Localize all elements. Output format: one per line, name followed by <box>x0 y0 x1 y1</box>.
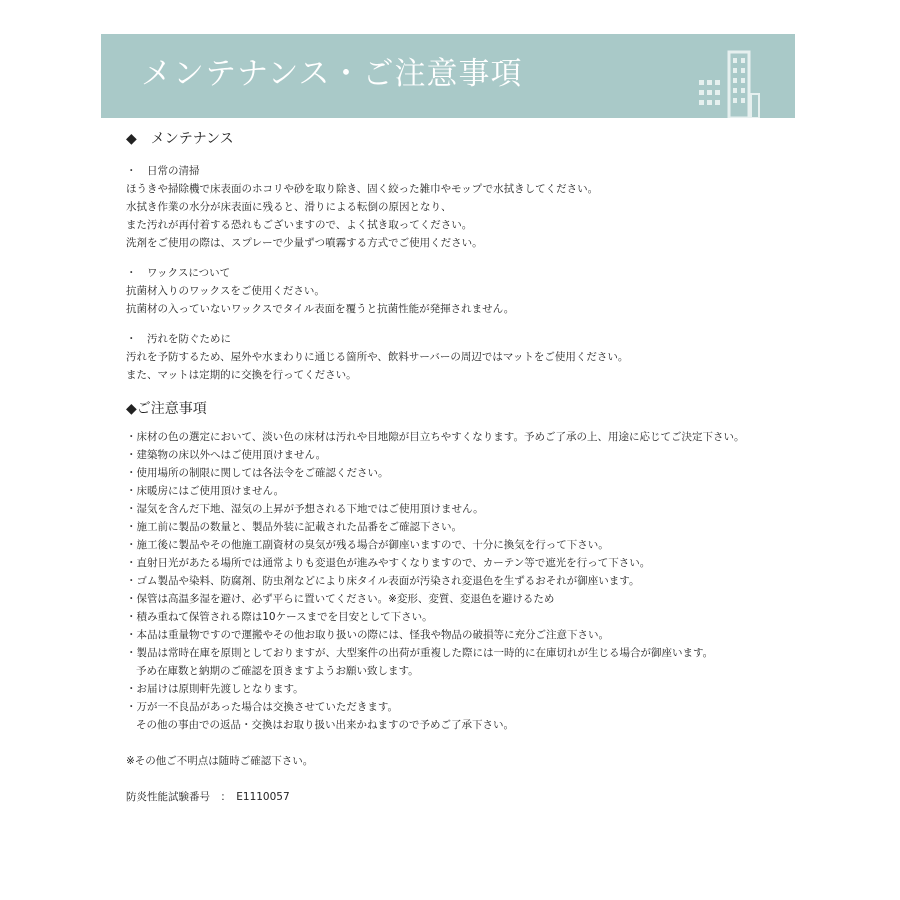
caution-heading: ◆ご注意事項 <box>126 401 207 417</box>
caution-item-continued: その他の事由での返品・交換はお取り扱い出来かねますので予めご了承下さい。 <box>136 719 514 731</box>
daily-cleaning-line: また汚れが再付着する恐れもございますので、よく拭き取ってください。 <box>126 219 473 231</box>
caution-item: ・お届けは原則軒先渡しとなります。 <box>126 683 304 695</box>
caution-item: ・積み重ねて保管される際は10ケースまでを目安として下さい。 <box>126 611 433 623</box>
caution-item: ・湿気を含んだ下地、湿気の上昇が予想される下地ではご使用頂けません。 <box>126 503 484 515</box>
daily-cleaning-label: ・ 日常の清掃 <box>126 165 200 177</box>
caution-item: ・床暖房にはご使用頂けません。 <box>126 485 285 497</box>
prevent-section <box>126 330 786 384</box>
caution-item: ・使用場所の制限に関しては各法令をご確認ください。 <box>126 467 389 479</box>
content <box>126 128 786 806</box>
caution-item: ・建築物の床以外へはご使用頂けません。 <box>126 449 327 461</box>
caution-item: ・本品は重量物ですので運搬やその他お取り扱いの際には、怪我や物品の破損等に充分ご注意下さい。 <box>126 629 609 641</box>
page-title: メンテナンス・ご注意事項 <box>141 56 523 92</box>
caution-item: ・製品は常時在庫を原則としておりますが、大型案件の出荷が重複した際には一時的に在庫切れが生じる場合が御座います。 <box>126 647 714 659</box>
wax-line: 抗菌材入りのワックスをご使用ください。 <box>126 285 325 297</box>
daily-cleaning-line: 洗剤をご使用の際は、スプレーで少量ずつ噴霧する方式でご使用ください。 <box>126 237 483 249</box>
daily-cleaning-line: 水拭き作業の水分が床表面に残ると、滑りによる転倒の原因となり、 <box>126 201 452 213</box>
wax-line: 抗菌材の入っていないワックスでタイル表面を覆うと抗菌性能が発揮されません。 <box>126 303 515 315</box>
wax-label: ・ ワックスについて <box>126 267 231 279</box>
building-icon <box>691 50 761 118</box>
caution-item: ・ゴム製品や染料、防腐剤、防虫剤などにより床タイル表面が汚染され変退色を生ずるおそれが御座います。 <box>126 575 640 587</box>
header-banner <box>101 34 795 118</box>
caution-item: ・床材の色の選定において、淡い色の床材は汚れや目地隙が目立ちやすくなります。予めご了承の上、用途に応じてご決定下さい。 <box>126 431 745 443</box>
daily-cleaning-section <box>126 162 786 252</box>
caution-item-continued: 予め在庫数と納期のご確認を頂きますようお願い致します。 <box>136 665 419 677</box>
caution-list <box>126 428 786 734</box>
caution-item: ・保管は高温多湿を避け、必ず平らに置いてください。※変形、変質、変退色を避けるため <box>126 593 555 605</box>
caution-item: ・万が一不良品があった場合は交換させていただきます。 <box>126 701 399 713</box>
fire-test-number: 防炎性能試験番号 ： E1110057 <box>126 791 290 803</box>
caution-item: ・直射日光があたる場所では通常よりも変退色が進みやすくなりますので、カーテン等で遮光を行って下さい。 <box>126 557 651 569</box>
prevent-line: 汚れを予防するため、屋外や水まわりに通じる箇所や、飲料サーバーの周辺ではマットをご使用ください。 <box>126 351 629 363</box>
caution-item: ・施工前に製品の数量と、製品外装に記載された品番をご確認下さい。 <box>126 521 462 533</box>
wax-section <box>126 264 786 318</box>
daily-cleaning-line: ほうきや掃除機で床表面のホコリや砂を取り除き、固く絞った雑巾やモップで水拭きしてください。 <box>126 183 599 195</box>
prevent-label: ・ 汚れを防ぐために <box>126 333 231 345</box>
footnote: ※その他ご不明点は随時ご確認下さい。 <box>126 755 314 767</box>
caution-item: ・施工後に製品やその他施工副資材の臭気が残る場合が御座いますので、十分に換気を行って下さい。 <box>126 539 609 551</box>
prevent-line: また、マットは定期的に交換を行ってください。 <box>126 369 357 381</box>
maintenance-heading: ◆ メンテナンス <box>126 131 234 147</box>
